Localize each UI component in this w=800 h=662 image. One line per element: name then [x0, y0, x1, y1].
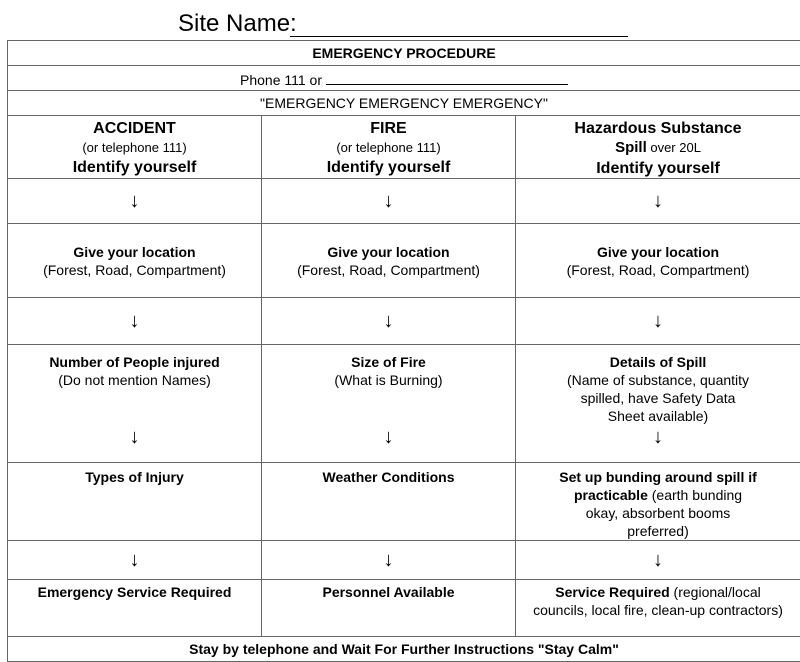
down-arrow-icon: ↓ — [8, 427, 261, 447]
step-detail: (What is Burning) — [262, 371, 515, 389]
step-title: Number of People injured — [8, 353, 261, 371]
site-name-blank-line[interactable] — [290, 36, 628, 37]
down-arrow-icon: ↓ — [130, 549, 140, 571]
step-title: Emergency Service Required — [38, 584, 232, 600]
down-arrow-icon: ↓ — [384, 190, 394, 212]
phone-prefix: Phone 111 or — [240, 72, 322, 88]
phone-row — [8, 66, 800, 91]
step-title: Give your location — [8, 243, 261, 261]
step-four — [516, 463, 800, 541]
procedure-title: EMERGENCY PROCEDURE — [8, 41, 800, 66]
step-three — [516, 345, 800, 463]
step-three — [8, 345, 262, 463]
site-name-label: Site Name: — [178, 10, 297, 38]
down-arrow-icon: ↓ — [516, 427, 800, 447]
step-title: Details of Spill — [516, 353, 800, 371]
step-detail: (regional/local councils, local fire, clean-up contractors) — [533, 584, 783, 618]
down-arrow-icon: ↓ — [653, 190, 663, 212]
spill-label: Spill — [615, 139, 647, 156]
step-title: Types of Injury — [85, 469, 184, 485]
step-title: Give your location — [516, 243, 800, 261]
identify-yourself-text: Identify yourself — [262, 159, 515, 177]
emergency-procedure-table — [7, 40, 800, 662]
step-title: Set up bunding around spill if practicable — [559, 469, 757, 503]
column-header-accident — [8, 116, 262, 179]
step-title: Size of Fire — [262, 353, 515, 371]
step-title: Service Required — [555, 584, 669, 600]
down-arrow-icon: ↓ — [653, 549, 663, 571]
location-step — [516, 224, 800, 298]
down-arrow-icon: ↓ — [384, 549, 394, 571]
phone-blank-line[interactable] — [326, 68, 568, 85]
column-subtitle: (or telephone 111) — [8, 140, 261, 156]
stay-calm-footer: Stay by telephone and Wait For Further Instructions "Stay Calm" — [8, 637, 800, 662]
step-five — [516, 580, 800, 637]
down-arrow-icon: ↓ — [130, 310, 140, 332]
site-name-row — [0, 8, 800, 40]
column-title: Hazardous Substance — [516, 119, 800, 139]
step-detail: (Do not mention Names) — [8, 371, 261, 389]
location-step — [8, 224, 262, 298]
column-subtitle: (or telephone 111) — [262, 140, 515, 156]
down-arrow-icon: ↓ — [262, 427, 515, 447]
step-title: Personnel Available — [322, 584, 454, 600]
step-four — [8, 463, 262, 541]
step-detail: (earth bunding okay, absorbent booms preferred) — [586, 487, 742, 539]
step-three — [262, 345, 516, 463]
location-step — [262, 224, 516, 298]
column-header-fire — [262, 116, 516, 179]
down-arrow-icon: ↓ — [653, 310, 663, 332]
step-title: Weather Conditions — [323, 469, 455, 485]
identify-yourself-text: Identify yourself — [516, 160, 800, 178]
step-detail: (Forest, Road, Compartment) — [8, 261, 261, 279]
identify-yourself-text: Identify yourself — [8, 159, 261, 177]
step-title: Give your location — [262, 243, 515, 261]
step-detail: (Name of substance, quantity spilled, have Safety Data Sheet available) — [516, 371, 800, 425]
down-arrow-icon: ↓ — [130, 190, 140, 212]
step-four — [262, 463, 516, 541]
column-title: ACCIDENT — [8, 119, 261, 139]
column-title: FIRE — [262, 119, 515, 139]
step-five — [8, 580, 262, 637]
step-detail: (Forest, Road, Compartment) — [262, 261, 515, 279]
column-header-hazardous — [516, 116, 800, 179]
down-arrow-icon: ↓ — [384, 310, 394, 332]
spill-label-line — [516, 139, 800, 157]
emergency-call-text: "EMERGENCY EMERGENCY EMERGENCY" — [8, 91, 800, 116]
step-five — [262, 580, 516, 637]
spill-threshold: over 20L — [647, 140, 701, 155]
step-detail: (Forest, Road, Compartment) — [516, 261, 800, 279]
